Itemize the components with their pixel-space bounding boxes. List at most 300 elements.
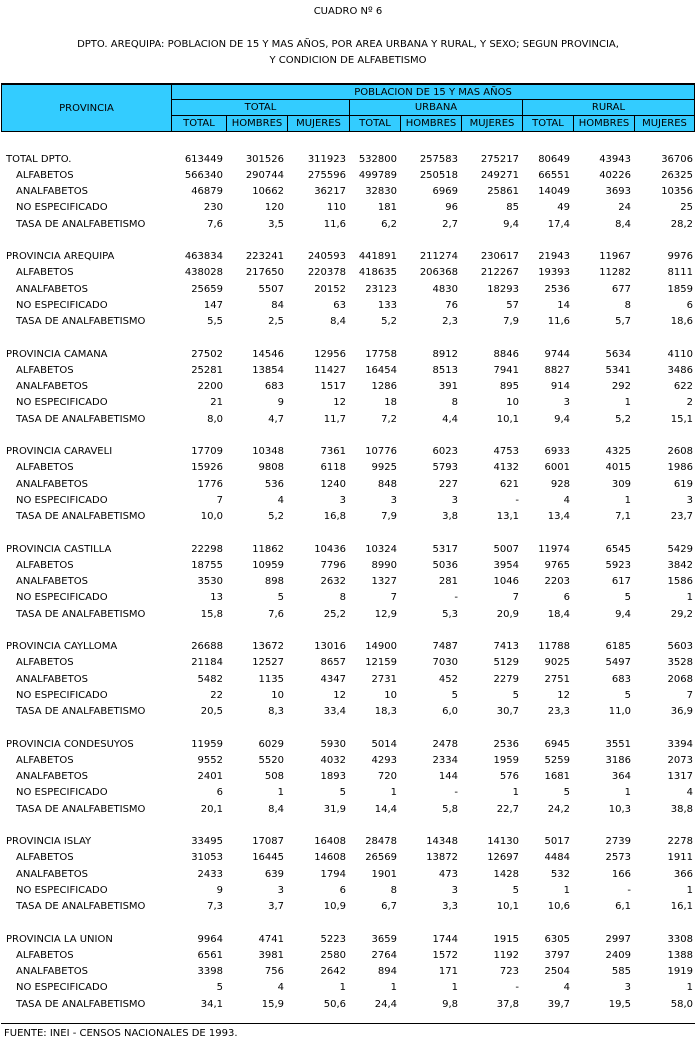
table-cell: 532 [550, 868, 570, 880]
table-cell: 1046 [493, 576, 519, 588]
table-cell: 9925 [371, 462, 397, 474]
row-label: ALFABETOS [16, 949, 74, 961]
table-cell: 12697 [487, 852, 519, 864]
table-cell: 508 [264, 771, 284, 783]
table-cell: 11967 [599, 251, 631, 263]
table-cell: 21 [210, 397, 223, 409]
table-cell: 29,2 [670, 608, 693, 620]
table-row [0, 314, 696, 330]
table-cell: 1794 [320, 868, 346, 880]
table-cell: 14546 [252, 348, 284, 360]
table-cell: 50,6 [323, 998, 346, 1010]
table-cell: 1 [563, 884, 570, 896]
table-row [0, 200, 696, 216]
header-sub-mujeres: MUJERES [287, 115, 350, 132]
table-cell: 12527 [252, 657, 284, 669]
table-cell: 8846 [493, 348, 519, 360]
table-cell: 7,1 [615, 511, 631, 523]
table-cell: 5482 [197, 673, 223, 685]
table-cell: 2,7 [442, 218, 458, 230]
table-cell: 5429 [667, 543, 693, 555]
table-cell: 5341 [605, 364, 631, 376]
header-sub-mujeres: MUJERES [461, 115, 523, 132]
row-label: ANALFABETOS [16, 868, 88, 880]
row-label: ANALFABETOS [16, 966, 88, 978]
spacer-row [0, 525, 696, 541]
table-cell: 1915 [493, 933, 519, 945]
table-cell: 473 [438, 868, 458, 880]
row-label: ANALFABETOS [16, 673, 88, 685]
table-cell: 4110 [667, 348, 693, 360]
table-cell: 5036 [432, 559, 458, 571]
table-cell: 2536 [493, 738, 519, 750]
table-row [0, 899, 696, 915]
table-cell: 10324 [365, 543, 397, 555]
header-sub-hombres: HOMBRES [400, 115, 462, 132]
table-cell: 1893 [320, 771, 346, 783]
table-cell: 1 [390, 982, 397, 994]
row-label: ANALFABETOS [16, 381, 88, 393]
table-cell: 613449 [184, 153, 223, 165]
table-cell: 5259 [544, 754, 570, 766]
table-cell: 37,8 [496, 998, 519, 1010]
table-cell: 217650 [245, 267, 284, 279]
table-cell: 5317 [432, 543, 458, 555]
table-cell: 11,6 [547, 316, 570, 328]
table-cell: 5014 [371, 738, 397, 750]
table-cell: 4741 [258, 933, 284, 945]
table-cell: 9964 [197, 933, 223, 945]
table-cell: 7941 [493, 364, 519, 376]
table-cell: 11,6 [323, 218, 346, 230]
table-cell: 13016 [314, 641, 346, 653]
table-row [0, 606, 696, 622]
table-cell: 85 [506, 202, 519, 214]
table-cell: 2573 [605, 852, 631, 864]
table-cell: 683 [611, 673, 631, 685]
table-cell: 1240 [320, 478, 346, 490]
table-cell: 1744 [432, 933, 458, 945]
table-cell: 13872 [426, 852, 458, 864]
table-cell: 10959 [252, 559, 284, 571]
table-cell: 7 [686, 689, 693, 701]
table-cell: 30,7 [496, 706, 519, 718]
table-cell: - [515, 982, 519, 994]
spacer-row [0, 720, 696, 736]
table-cell: 275217 [480, 153, 519, 165]
table-cell: 3486 [667, 364, 693, 376]
table-cell: 230617 [480, 251, 519, 263]
table-cell: 3659 [371, 933, 397, 945]
table-cell: 36706 [661, 153, 693, 165]
spacer-row [0, 622, 696, 638]
table-cell: 6023 [432, 446, 458, 458]
table-cell: 38,8 [670, 803, 693, 815]
table-cell: 5,7 [615, 316, 631, 328]
table-cell: 576 [499, 771, 519, 783]
table-row [0, 167, 696, 183]
table-cell: 16,1 [670, 901, 693, 913]
group-total-row [0, 834, 696, 850]
table-cell: 7,9 [381, 511, 397, 523]
header-provincia: PROVINCIA [1, 84, 172, 132]
table-cell: 5007 [493, 543, 519, 555]
row-label: ANALFABETOS [16, 576, 88, 588]
table-cell: 441891 [358, 251, 397, 263]
table-cell: 3 [390, 494, 397, 506]
table-cell: 3 [451, 494, 458, 506]
table-cell: 2997 [605, 933, 631, 945]
table-cell: 2764 [371, 949, 397, 961]
table-cell: 2478 [432, 738, 458, 750]
table-row [0, 655, 696, 671]
table-cell: 3981 [258, 949, 284, 961]
group-total-row [0, 249, 696, 265]
table-cell: 639 [264, 868, 284, 880]
table-cell: 7030 [432, 657, 458, 669]
spacer-row [0, 915, 696, 931]
table-row [0, 996, 696, 1012]
table-cell: - [627, 884, 631, 896]
table-cell: 12 [333, 397, 346, 409]
table-cell: 15,9 [261, 998, 284, 1010]
table-cell: 677 [611, 283, 631, 295]
table-row [0, 509, 696, 525]
table-cell: 9744 [544, 348, 570, 360]
table-cell: 32830 [365, 186, 397, 198]
table-cell: 7,2 [381, 413, 397, 425]
table-cell: 11427 [314, 364, 346, 376]
table-cell: 9 [216, 884, 223, 896]
table-cell: 1388 [667, 949, 693, 961]
table-cell: 1 [624, 397, 631, 409]
table-cell: 10348 [252, 446, 284, 458]
table-cell: 928 [550, 478, 570, 490]
table-cell: 5923 [605, 559, 631, 571]
table-cell: 23,7 [670, 511, 693, 523]
table-cell: 9,4 [554, 413, 570, 425]
table-cell: 6029 [258, 738, 284, 750]
header-poblacion: POBLACION DE 15 Y MAS AÑOS [171, 84, 695, 100]
table-cell: 7 [390, 592, 397, 604]
table-cell: 8 [624, 299, 631, 311]
table-cell: 13 [210, 592, 223, 604]
table-cell: 5497 [605, 657, 631, 669]
table-cell: 2,5 [268, 316, 284, 328]
table-row [0, 590, 696, 606]
table-cell: 532800 [358, 153, 397, 165]
table-cell: 7,9 [503, 316, 519, 328]
table-cell: 6,1 [615, 901, 631, 913]
header-group-urbana: URBANA [349, 99, 523, 116]
table-row [0, 297, 696, 313]
table-cell: 14900 [365, 641, 397, 653]
table-cell: 9976 [667, 251, 693, 263]
row-label: ALFABETOS [16, 364, 74, 376]
table-cell: 10,0 [200, 511, 223, 523]
table-cell: 223241 [245, 251, 284, 263]
table-cell: 22298 [191, 543, 223, 555]
table-cell: 6969 [432, 186, 458, 198]
row-label: ALFABETOS [16, 657, 74, 669]
table-row [0, 557, 696, 573]
table-row [0, 411, 696, 427]
row-label: ANALFABETOS [16, 771, 88, 783]
table-cell: 23123 [365, 283, 397, 295]
table-cell: 8 [451, 397, 458, 409]
table-cell: 723 [499, 966, 519, 978]
row-label: ALFABETOS [16, 754, 74, 766]
table-cell: 1135 [258, 673, 284, 685]
table-cell: 6933 [544, 446, 570, 458]
table-cell: 452 [438, 673, 458, 685]
table-cell: 1 [686, 592, 693, 604]
table-cell: 57 [506, 299, 519, 311]
table-row [0, 460, 696, 476]
table-cell: 12159 [365, 657, 397, 669]
table-cell: 5,5 [207, 316, 223, 328]
table-row [0, 769, 696, 785]
table-cell: 8,0 [207, 413, 223, 425]
table-cell: - [454, 787, 458, 799]
header-sub-total: TOTAL [171, 115, 227, 132]
table-cell: 2433 [197, 868, 223, 880]
group-total-row [0, 541, 696, 557]
row-label: TASA DE ANALFABETISMO [16, 901, 146, 913]
table-cell: 14608 [314, 852, 346, 864]
table-cell: 5 [512, 884, 519, 896]
table-row [0, 882, 696, 898]
row-label: TOTAL DPTO. [6, 153, 72, 165]
table-cell: 5,3 [442, 608, 458, 620]
table-cell: 20,9 [496, 608, 519, 620]
row-label: PROVINCIA CONDESUYOS [6, 738, 134, 750]
table-cell: 3398 [197, 966, 223, 978]
table-cell: 8,4 [268, 803, 284, 815]
table-cell: 24,4 [374, 998, 397, 1010]
table-cell: 6185 [605, 641, 631, 653]
table-cell: 27502 [191, 348, 223, 360]
table-cell: 4830 [432, 283, 458, 295]
table-row [0, 379, 696, 395]
table-cell: 1517 [320, 381, 346, 393]
table-row [0, 866, 696, 882]
table-cell: 9,4 [615, 608, 631, 620]
table-cell: 63 [333, 299, 346, 311]
table-cell: 5520 [258, 754, 284, 766]
table-cell: 6945 [544, 738, 570, 750]
table-cell: 26688 [191, 641, 223, 653]
table-cell: 6 [339, 884, 346, 896]
table-cell: 18755 [191, 559, 223, 571]
table-cell: 6,7 [381, 901, 397, 913]
table-cell: 8 [390, 884, 397, 896]
table-cell: 2334 [432, 754, 458, 766]
table-cell: 12956 [314, 348, 346, 360]
row-label: ALFABETOS [16, 267, 74, 279]
table-cell: 9552 [197, 754, 223, 766]
table-cell: 1286 [371, 381, 397, 393]
table-cell: 617 [611, 576, 631, 588]
table-cell: 1859 [667, 283, 693, 295]
table-cell: 894 [377, 966, 397, 978]
table-cell: 19393 [538, 267, 570, 279]
table-cell: 19,5 [608, 998, 631, 1010]
table-cell: 14130 [487, 836, 519, 848]
table-cell: 4 [686, 787, 693, 799]
table-cell: 3 [339, 494, 346, 506]
table-cell: 7413 [493, 641, 519, 653]
table-cell: 84 [271, 299, 284, 311]
table-cell: 5129 [493, 657, 519, 669]
table-cell: 25659 [191, 283, 223, 295]
table-cell: 10,6 [547, 901, 570, 913]
row-label: NO ESPECIFICADO [16, 299, 108, 311]
table-cell: 2401 [197, 771, 223, 783]
table-cell: 211274 [419, 251, 458, 263]
table-cell: 8,3 [268, 706, 284, 718]
table-cell: 4347 [320, 673, 346, 685]
table-cell: 4484 [544, 852, 570, 864]
table-cell: 1901 [371, 868, 397, 880]
table-row [0, 265, 696, 281]
table-cell: 1959 [493, 754, 519, 766]
table-cell: 10 [384, 689, 397, 701]
table-cell: 2608 [667, 446, 693, 458]
table-cell: 147 [203, 299, 223, 311]
table-cell: 4015 [605, 462, 631, 474]
table-cell: 391 [438, 381, 458, 393]
table-cell: 206368 [419, 267, 458, 279]
table-row [0, 362, 696, 378]
table-cell: 22,7 [496, 803, 519, 815]
table-cell: 96 [445, 202, 458, 214]
table-cell: 4 [277, 982, 284, 994]
table-cell: 9808 [258, 462, 284, 474]
table-cell: 3530 [197, 576, 223, 588]
table-cell: 240593 [307, 251, 346, 263]
table-cell: 3,7 [268, 901, 284, 913]
table-row [0, 281, 696, 297]
row-label: TASA DE ANALFABETISMO [16, 511, 146, 523]
table-cell: 5,8 [442, 803, 458, 815]
table-cell: 566340 [184, 169, 223, 181]
table-cell: 14348 [426, 836, 458, 848]
table-cell: 15926 [191, 462, 223, 474]
table-row [0, 801, 696, 817]
table-cell: 3,3 [442, 901, 458, 913]
table-cell: 1 [686, 884, 693, 896]
table-cell: 3797 [544, 949, 570, 961]
table-cell: 3 [451, 884, 458, 896]
row-label: ALFABETOS [16, 462, 74, 474]
table-cell: 2278 [667, 836, 693, 848]
row-label: TASA DE ANALFABETISMO [16, 608, 146, 620]
table-cell: 14049 [538, 186, 570, 198]
table-cell: 5603 [667, 641, 693, 653]
table-cell: 17,4 [547, 218, 570, 230]
table-cell: 2731 [371, 673, 397, 685]
table-row [0, 395, 696, 411]
table-cell: 8,4 [615, 218, 631, 230]
header-sub-mujeres: MUJERES [634, 115, 695, 132]
table-cell: 848 [377, 478, 397, 490]
row-label: NO ESPECIFICADO [16, 982, 108, 994]
row-label: PROVINCIA CAYLLOMA [6, 641, 118, 653]
table-cell: 6,0 [442, 706, 458, 718]
table-cell: 16454 [365, 364, 397, 376]
table-row [0, 850, 696, 866]
table-cell: 11,0 [608, 706, 631, 718]
table-cell: 20,5 [200, 706, 223, 718]
table-cell: 66551 [538, 169, 570, 181]
table-cell: 250518 [419, 169, 458, 181]
table-cell: 619 [673, 478, 693, 490]
source-note: FUENTE: INEI - CENSOS NACIONALES DE 1993. [4, 1028, 238, 1039]
table-cell: 249271 [480, 169, 519, 181]
header-sub-total: TOTAL [522, 115, 574, 132]
table-cell: 26569 [365, 852, 397, 864]
table-cell: 76 [445, 299, 458, 311]
table-cell: 110 [326, 202, 346, 214]
table-cell: 622 [673, 381, 693, 393]
table-cell: 212267 [480, 267, 519, 279]
table-cell: 181 [377, 202, 397, 214]
table-cell: 3 [624, 982, 631, 994]
table-title-line-2: Y CONDICION DE ALFABETISMO [269, 55, 427, 66]
table-cell: 11788 [538, 641, 570, 653]
table-cell: 10356 [661, 186, 693, 198]
table-cell: 49 [557, 202, 570, 214]
table-cell: 7361 [320, 446, 346, 458]
table-cell: 1 [624, 494, 631, 506]
table-cell: 3551 [605, 738, 631, 750]
table-cell: 4 [563, 982, 570, 994]
table-cell: 3 [686, 494, 693, 506]
group-total-row [0, 346, 696, 362]
table-cell: 144 [438, 771, 458, 783]
table-cell: 133 [377, 299, 397, 311]
table-cell: 20152 [314, 283, 346, 295]
table-cell: 2 [686, 397, 693, 409]
table-cell: 1586 [667, 576, 693, 588]
row-label: NO ESPECIFICADO [16, 884, 108, 896]
table-cell: 5,2 [268, 511, 284, 523]
row-label: ALFABETOS [16, 169, 74, 181]
table-cell: 80649 [538, 153, 570, 165]
table-cell: 2632 [320, 576, 346, 588]
table-row [0, 964, 696, 980]
cuadro-number: CUADRO Nº 6 [313, 6, 383, 17]
row-label: TASA DE ANALFABETISMO [16, 803, 146, 815]
table-cell: 6 [563, 592, 570, 604]
table-cell: 15,1 [670, 413, 693, 425]
table-cell: 7,6 [207, 218, 223, 230]
spacer-row [0, 427, 696, 443]
table-cell: 14 [557, 299, 570, 311]
table-cell: 895 [499, 381, 519, 393]
table-cell: 12 [557, 689, 570, 701]
row-label: TASA DE ANALFABETISMO [16, 316, 146, 328]
table-cell: 26325 [661, 169, 693, 181]
table-cell: 17758 [365, 348, 397, 360]
table-cell: 23,3 [547, 706, 570, 718]
table-cell: 10 [271, 689, 284, 701]
table-cell: 3 [277, 884, 284, 896]
table-cell: 3528 [667, 657, 693, 669]
table-cell: 418635 [358, 267, 397, 279]
table-cell: 5223 [320, 933, 346, 945]
